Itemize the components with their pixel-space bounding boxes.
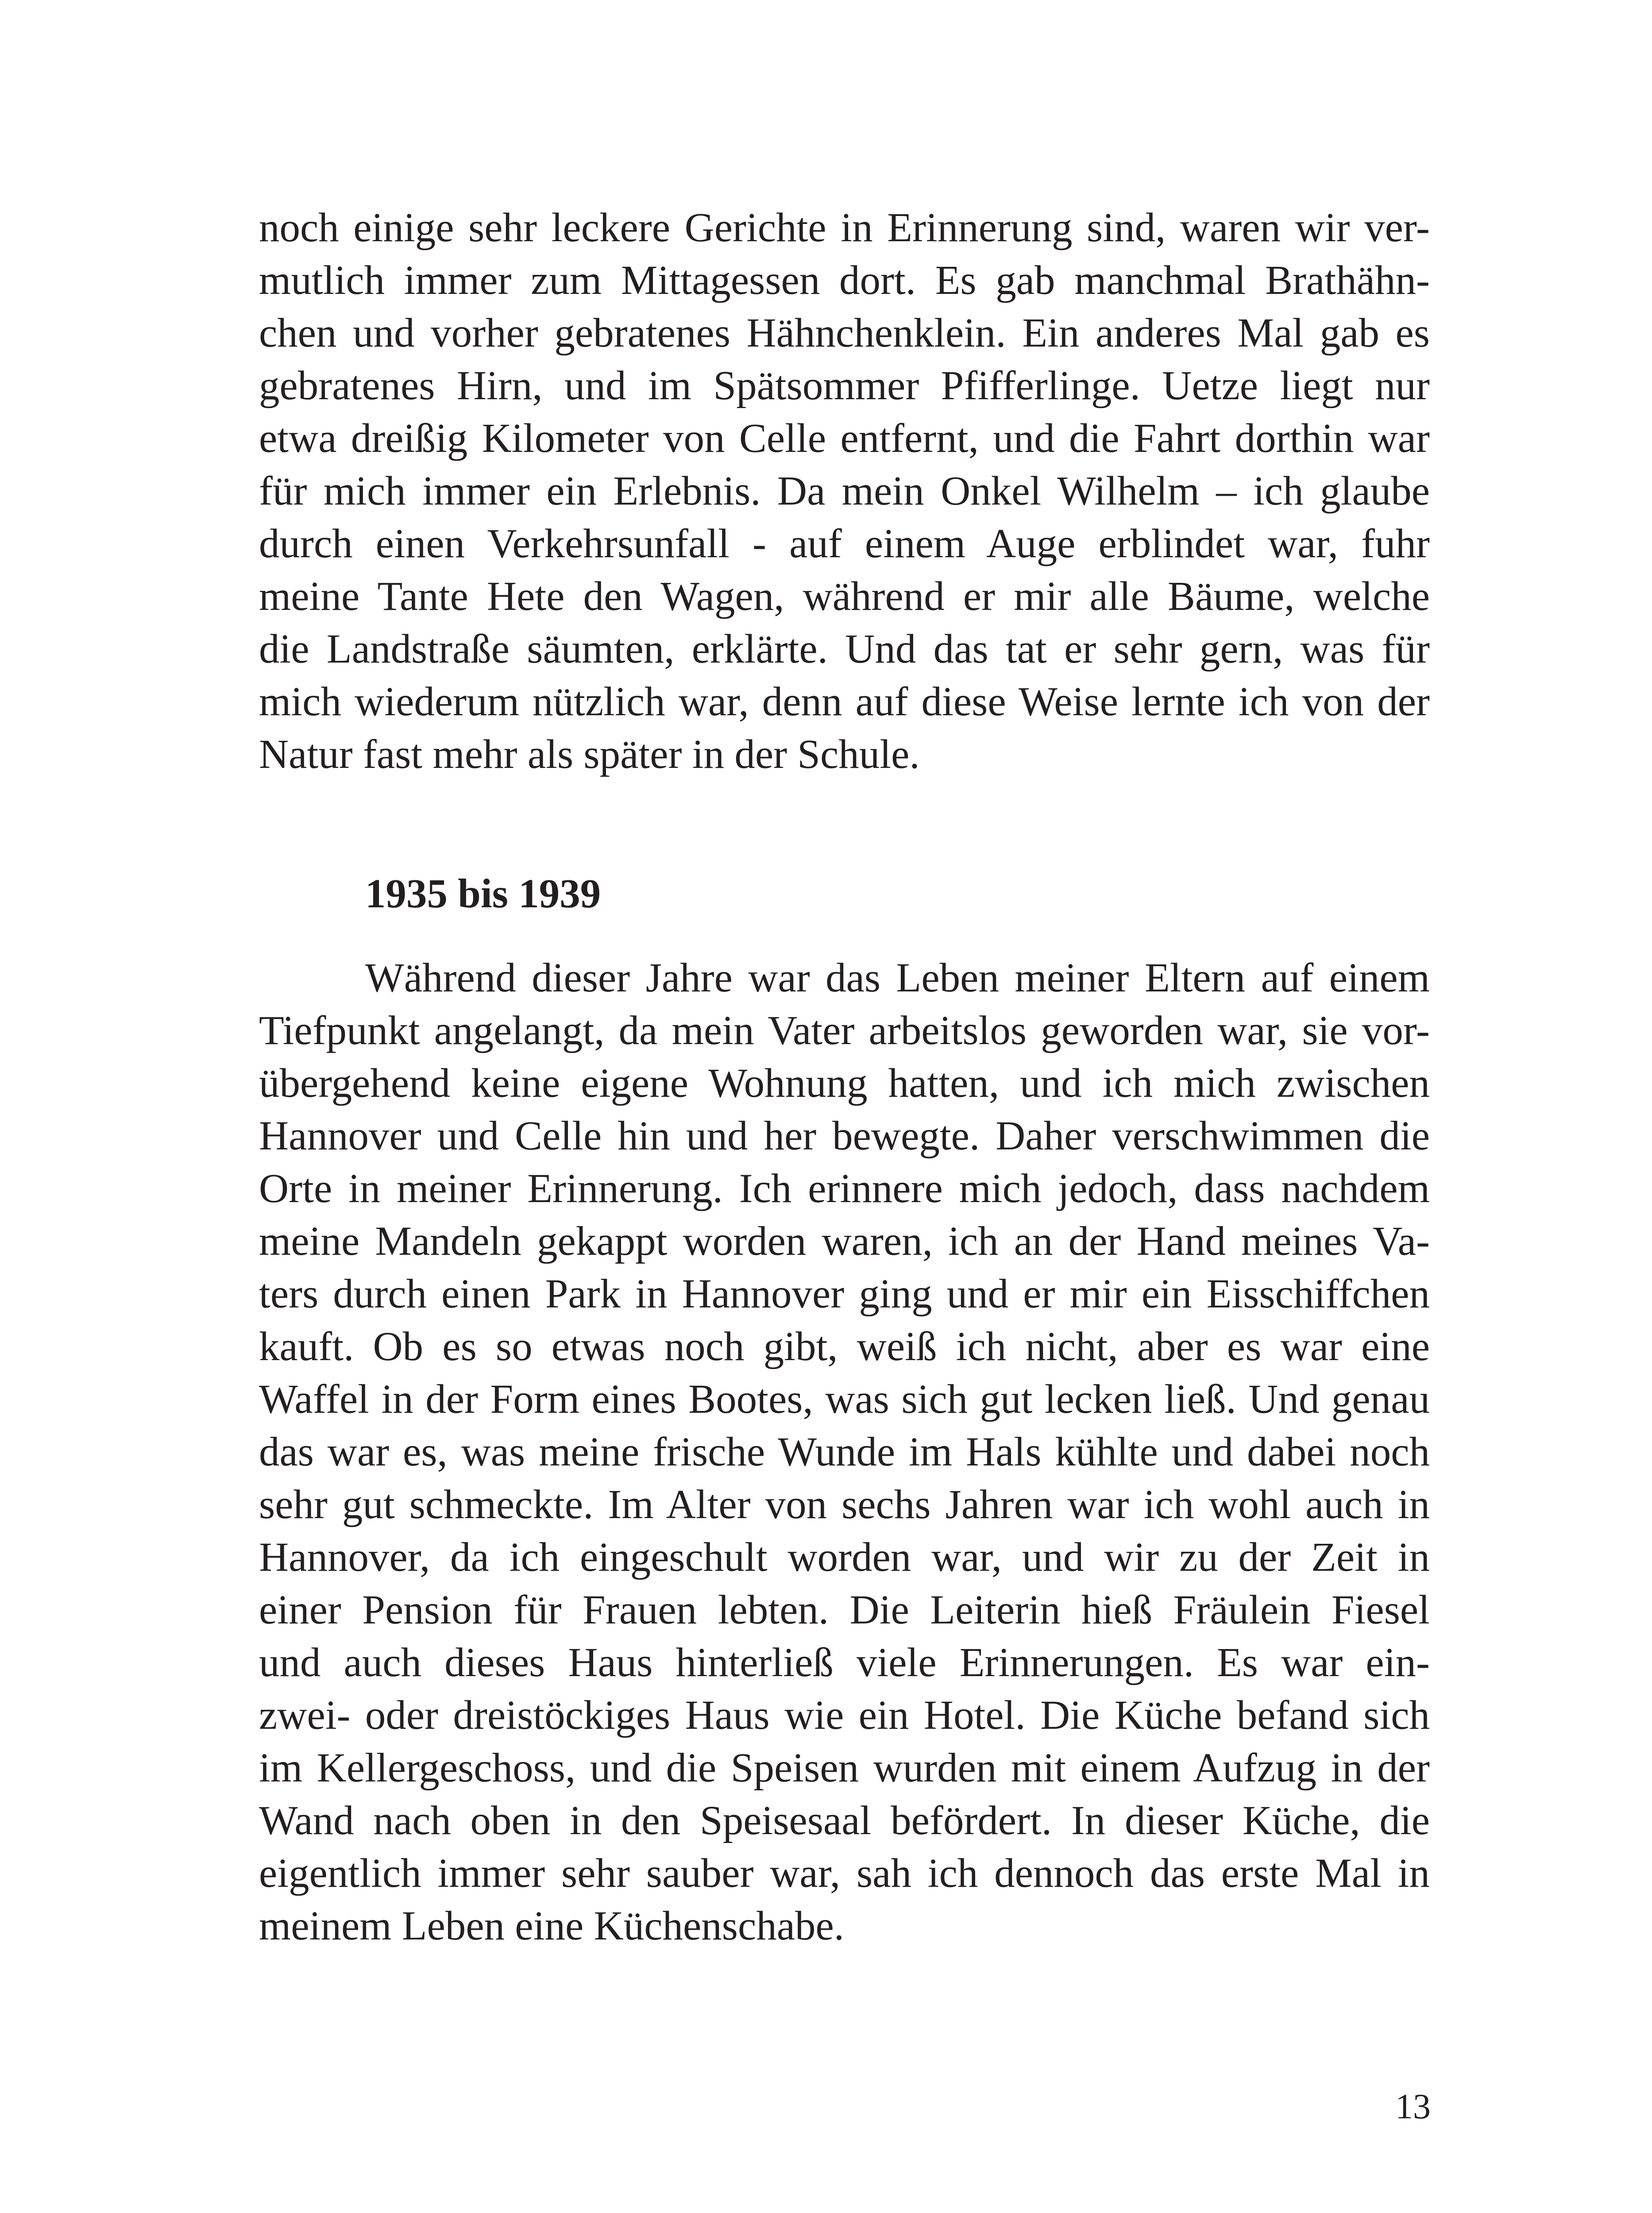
section-heading: 1935 bis 1939	[365, 871, 601, 917]
text-line: ters durch einen Park in Hannover ging und er mir ein Eisschiffchen	[259, 1271, 1430, 1317]
text-line: kauft. Ob es so etwas noch gibt, weiß ich nicht, aber es war eine	[259, 1324, 1430, 1369]
text-line: Orte in meiner Erinnerung. Ich erinnere mich jedoch, dass nachdem	[259, 1166, 1430, 1211]
text-line: durch einen Verkehrsunfall - auf einem Auge erblindet war, fuhr	[259, 521, 1430, 567]
paragraph-continued	[259, 201, 1430, 781]
text-line: einer Pension für Frauen lebten. Die Leiterin hieß Fräulein Fiesel	[259, 1587, 1430, 1633]
text-line: meine Mandeln gekappt worden waren, ich an der Hand meines Va-	[259, 1218, 1430, 1264]
text-line: sehr gut schmeckte. Im Alter von sechs Jahren war ich wohl auch in	[259, 1482, 1430, 1527]
text-line: im Kellergeschoss, und die Speisen wurden mit einem Aufzug in der	[259, 1745, 1430, 1791]
text-line: meinem Leben eine Küchenschabe.	[259, 1903, 845, 1949]
text-line: Wand nach oben in den Speisesaal befördert. In dieser Küche, die	[259, 1798, 1430, 1843]
text-line: Tiefpunkt angelangt, da mein Vater arbeitslos geworden war, sie vor-	[259, 1008, 1430, 1053]
text-line: das war es, was meine frische Wunde im Hals kühlte und dabei noch	[259, 1429, 1430, 1475]
text-line: Während dieser Jahre war das Leben meiner Eltern auf einem	[365, 955, 1430, 1001]
text-line: eigentlich immer sehr sauber war, sah ich dennoch das erste Mal in	[259, 1851, 1430, 1896]
text-line: für mich immer ein Erlebnis. Da mein Onkel Wilhelm – ich glaube	[259, 468, 1430, 514]
text-line: gebratenes Hirn, und im Spätsommer Pfifferlinge. Uetze liegt nur	[259, 363, 1430, 409]
text-line: die Landstraße säumten, erklärte. Und das tat er sehr gern, was für	[259, 626, 1430, 672]
text-line: Hannover, da ich eingeschult worden war, und wir zu der Zeit in	[259, 1534, 1430, 1580]
text-line: Hannover und Celle hin und her bewegte. Daher verschwimmen die	[259, 1113, 1430, 1159]
text-line: meine Tante Hete den Wagen, während er mir alle Bäume, welche	[259, 574, 1430, 619]
text-line: übergehend keine eigene Wohnung hatten, und ich mich zwischen	[259, 1060, 1430, 1106]
text-line: Natur fast mehr als später in der Schule.	[259, 732, 920, 777]
text-line: Waffel in der Form eines Bootes, was sich gut lecken ließ. Und genau	[259, 1376, 1430, 1422]
text-line: zwei- oder dreistöckiges Haus wie ein Hotel. Die Küche befand sich	[259, 1693, 1430, 1738]
text-line: und auch dieses Haus hinterließ viele Erinnerungen. Es war ein-	[259, 1640, 1430, 1685]
text-line: chen und vorher gebratenes Hähnchenklein. Ein anderes Mal gab es	[259, 310, 1430, 356]
paragraph-section-body	[259, 952, 1430, 1952]
page-number: 13	[1395, 2087, 1431, 2126]
text-line: mutlich immer zum Mittagessen dort. Es gab manchmal Brathähn-	[259, 258, 1430, 303]
text-line: mich wiederum nützlich war, denn auf diese Weise lernte ich von der	[259, 679, 1430, 725]
text-line: noch einige sehr leckere Gerichte in Erinnerung sind, waren wir ver-	[259, 205, 1430, 251]
text-line: etwa dreißig Kilometer von Celle entfernt, und die Fahrt dorthin war	[259, 416, 1430, 461]
